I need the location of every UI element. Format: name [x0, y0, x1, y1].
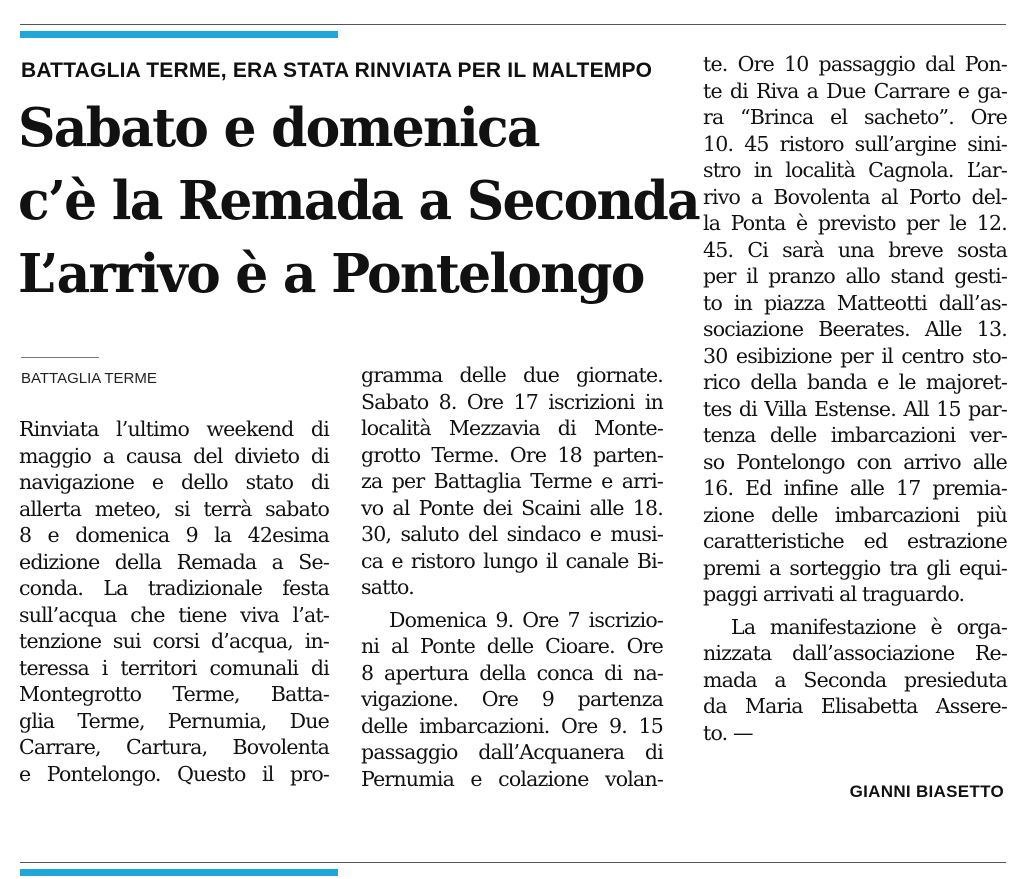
text-line: paggi arrivati al traguardo.	[703, 582, 965, 606]
text-line: Domenica 9. Ore 7 iscrizio-	[389, 607, 663, 632]
text-line: tenza delle imbarcazioni ver-	[703, 423, 1007, 447]
text-line: satto.	[361, 575, 414, 599]
text-line: da Maria Elisabetta Assere-	[703, 694, 1007, 718]
text-line: 8 e domenica 9 la 42esima	[19, 523, 329, 547]
kicker: BATTAGLIA TERME, ERA STATA RINVIATA PER IL MALTEMPO	[21, 59, 653, 82]
text-line: maggio a causa del divieto di	[19, 443, 329, 468]
text-line: 30 esibizione per il centro sto-	[703, 343, 1007, 368]
top-rule	[20, 24, 1006, 25]
text-line: glia Terme, Pernumia, Due	[19, 708, 329, 733]
text-line: to in piazza Matteotti dall’as-	[703, 290, 1007, 315]
bottom-accent-bar	[20, 869, 338, 876]
text-line: Rinviata l’ultimo weekend di	[19, 417, 329, 441]
text-line: grotto Terme. Ore 18 parten-	[361, 442, 663, 467]
text-line: vigazione. Ore 9 partenza	[361, 687, 663, 711]
text-line: tenzione sui corsi d’acqua, in-	[19, 629, 329, 653]
text-line: nizzata dall’associazione Re-	[703, 641, 1007, 665]
paragraph	[361, 607, 663, 793]
body-column-3	[703, 51, 1007, 746]
text-line: teressa i territori comunali di	[19, 655, 329, 680]
text-line: Pernumia e colazione volan-	[361, 766, 663, 791]
text-line: ca e ristoro lungo il canale Bi-	[361, 548, 663, 573]
paragraph	[361, 362, 663, 601]
text-line: passaggio dall’Acquanera di	[361, 740, 663, 764]
text-line: sociazione Beerates. Alle 13.	[703, 317, 1007, 341]
body-column-2	[361, 362, 663, 792]
text-line: ra “Brinca el sacheto”. Ore	[703, 105, 1007, 129]
text-line: rivo a Bovolenta al Porto del-	[703, 184, 1007, 209]
headline-line: L’arrivo è a Pontelongo	[18, 243, 644, 305]
headline	[18, 92, 699, 311]
text-line: allerta meteo, si terrà sabato	[19, 496, 329, 521]
text-line: 8 apertura della conca di na-	[361, 660, 663, 685]
text-line: caratteristiche ed estrazione	[703, 529, 1007, 553]
text-line: località Mezzavia di Monte-	[361, 416, 663, 440]
text-line: e Pontelongo. Questo il pro-	[19, 761, 329, 786]
text-line: to. —	[703, 720, 753, 745]
headline-line: Sabato e domenica	[18, 97, 539, 159]
text-line: per il pranzo allo stand gesti-	[703, 264, 1007, 288]
bottom-rule	[20, 862, 1006, 863]
text-line: edizione della Remada a Se-	[19, 549, 329, 574]
location-tag: BATTAGLIA TERME	[21, 370, 157, 387]
text-line: 10. 45 ristoro sull’argine sini-	[703, 131, 1007, 156]
text-line: ni al Ponte delle Cioare. Ore	[361, 634, 663, 658]
text-line: delle imbarcazioni. Ore 9. 15	[361, 713, 663, 738]
text-line: zione delle imbarcazioni più	[703, 502, 1007, 527]
text-line: la Ponta è previsto per le 12.	[703, 211, 1007, 235]
text-line: La manifestazione è orga-	[731, 614, 1007, 639]
text-line: 45. Ci sarà una breve sosta	[703, 237, 1007, 262]
text-line: vo al Ponte dei Scaini alle 18.	[361, 495, 663, 520]
text-line: Carrare, Cartura, Bovolenta	[19, 735, 329, 759]
headline-line: c’è la Remada a Seconda	[18, 170, 699, 232]
text-line: stro in località Cagnola. L’ar-	[703, 158, 1007, 182]
text-line: conda. La tradizionale festa	[19, 576, 329, 600]
text-line: sull’acqua che tiene viva l’at-	[19, 602, 329, 627]
text-line: mada a Seconda presieduta	[703, 667, 1007, 692]
text-line: 30, saluto del sindaco e musi-	[361, 522, 663, 546]
body-column-1	[19, 416, 329, 787]
text-line: premi a sorteggio tra gli equi-	[703, 555, 1007, 580]
text-line: Sabato 8. Ore 17 iscrizioni in	[361, 389, 663, 414]
byline: GIANNI BIASETTO	[849, 782, 1004, 801]
text-line: te di Riva a Due Carrare e ga-	[703, 78, 1007, 103]
location-rule	[21, 357, 99, 358]
text-line: so Pontelongo con arrivo alle	[703, 449, 1007, 474]
top-accent-bar	[20, 31, 338, 38]
paragraph	[703, 51, 1007, 608]
text-line: gramma delle due giornate.	[361, 363, 663, 387]
text-line: rico della banda e le majoret-	[703, 370, 1007, 394]
text-line: te. Ore 10 passaggio dal Pon-	[703, 52, 1007, 76]
text-line: 16. Ed infine alle 17 premia-	[703, 476, 1007, 500]
text-line: Montegrotto Terme, Batta-	[19, 682, 329, 706]
text-line: navigazione e dello stato di	[19, 470, 329, 494]
text-line: za per Battaglia Terme e arri-	[361, 469, 663, 493]
paragraph	[703, 614, 1007, 747]
text-line: tes di Villa Estense. All 15 par-	[703, 396, 1007, 421]
